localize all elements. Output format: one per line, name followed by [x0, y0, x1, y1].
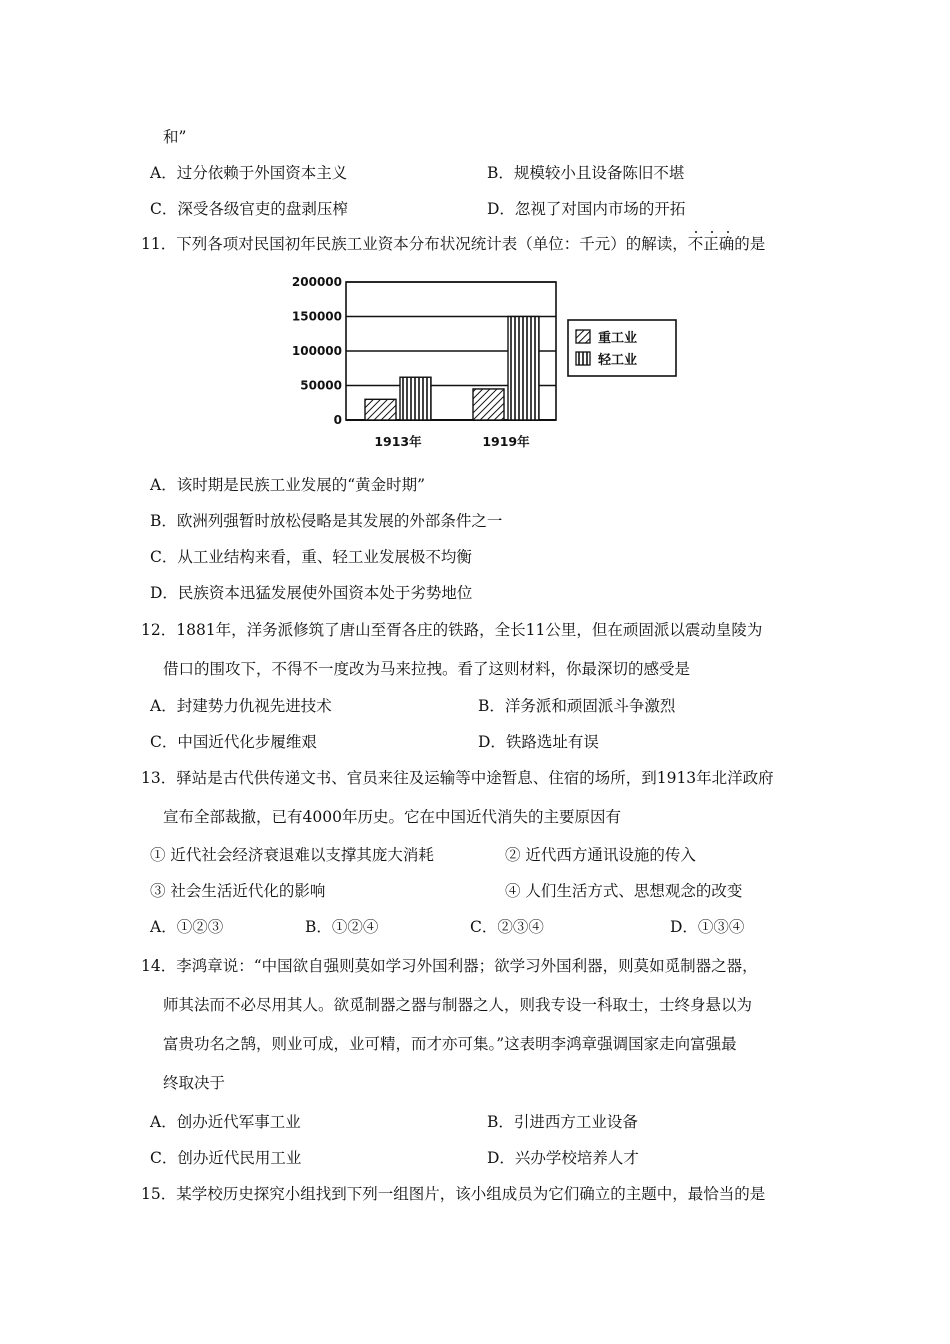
- legend-swatch: [576, 330, 590, 343]
- q13-option-b: B．①②④: [305, 918, 379, 936]
- q13-option-d: D．①③④: [670, 918, 745, 936]
- y-tick-label: 100000: [291, 344, 342, 358]
- q13-stem-line2: 宣布全部裁撤，已有4000年历史。它在中国近代消失的主要原因有: [163, 808, 621, 826]
- bar-light-0: [400, 377, 431, 420]
- q13-option-a: A．①②③: [150, 918, 224, 936]
- x-tick-label: 1913年: [374, 434, 422, 449]
- y-axis-tick-labels: [292, 275, 342, 427]
- y-tick-label: 200000: [291, 275, 342, 289]
- y-tick-label: 150000: [291, 309, 342, 324]
- q11-option-d: D．民族资本迅猛发展使外国资本处于劣势地位: [150, 584, 473, 602]
- chart-legend: [568, 320, 676, 376]
- x-axis-tick-labels: [374, 434, 530, 449]
- q12-option-a: A．封建势力仇视先进技术: [150, 697, 332, 715]
- bar-heavy-1: [473, 389, 504, 420]
- q11-option-b: B．欧洲列强暂时放松侵略是其发展的外部条件之一: [150, 512, 503, 530]
- q14-stem-line1: 14．李鸿章说：“中国欲自强则莫如学习外国利器；欲学习外国利器，则莫如觅制器之器，: [141, 957, 758, 975]
- q14-stem-line2: 师其法而不必尽用其人。欲觅制器之器与制器之人，则我专设一科取士，士终身悬以为: [163, 996, 753, 1014]
- bar-light-1: [508, 317, 539, 421]
- q14-stem-line3: 富贵功名之鹄，则业可成，业可精，而才亦可集。”这表明李鸿章强调国家走向富强最: [163, 1035, 737, 1053]
- y-tick-label: 0: [333, 413, 342, 427]
- q13-statement-4: ④ 人们生活方式、思想观念的改变: [505, 882, 743, 900]
- q10-stem-tail: 和”: [163, 128, 187, 146]
- q12-stem-line2: 借口的围攻下，不得不一度改为马来拉拽。看了这则材料，你最深切的感受是: [163, 660, 691, 678]
- q11-option-c: C．从工业结构来看，重、轻工业发展极不均衡: [150, 548, 472, 566]
- q14-stem-line4: 终取决于: [163, 1074, 226, 1092]
- legend-label: 轻工业: [598, 353, 638, 368]
- q10-option-d: D．忽视了对国内市场的开拓: [487, 200, 686, 218]
- q11-option-a: A．该时期是民族工业发展的“黄金时期”: [150, 476, 426, 494]
- q12-option-c: C．中国近代化步履维艰: [150, 733, 317, 751]
- q10-option-b: B．规模较小且设备陈旧不堪: [487, 164, 685, 182]
- q11-stem-emphasis: 不正确: [688, 235, 735, 253]
- q11-stem-post: 的是: [734, 235, 766, 253]
- q14-option-c: C．创办近代民用工业: [150, 1149, 302, 1167]
- q13-statement-1: ① 近代社会经济衰退难以支撑其庞大消耗: [150, 846, 434, 864]
- q13-statement-3: ③ 社会生活近代化的影响: [150, 882, 326, 900]
- q12-stem-line1: 12．1881年，洋务派修筑了唐山至胥各庄的铁路，全长11公里，但在顽固派以震动皇陵为: [141, 621, 763, 639]
- q14-option-d: D．兴办学校培养人才: [487, 1149, 639, 1167]
- q12-option-b: B．洋务派和顽固派斗争激烈: [478, 697, 676, 715]
- q11-stem-pre: 11．下列各项对民国初年民族工业资本分布状况统计表（单位：千元）的解读，: [141, 235, 688, 253]
- capital-distribution-chart: [290, 270, 690, 455]
- q15-stem: 15．某学校历史探究小组找到下列一组图片，该小组成员为它们确立的主题中，最恰当的是: [141, 1185, 766, 1203]
- legend-swatch: [576, 352, 590, 365]
- q10-option-a: A．过分依赖于外国资本主义: [150, 164, 348, 182]
- q13-stem-line1: 13．驿站是古代供传递文书、官员来往及运输等中途暂息、住宿的场所，到1913年北洋政府: [141, 769, 774, 787]
- chart-bars: [365, 317, 539, 421]
- q13-option-c: C．②③④: [470, 918, 544, 936]
- y-tick-label: 50000: [300, 378, 342, 393]
- q12-option-d: D．铁路选址有误: [478, 733, 599, 751]
- q14-option-a: A．创办近代军事工业: [150, 1113, 301, 1131]
- q10-option-c: C．深受各级官吏的盘剥压榨: [150, 200, 348, 218]
- bar-heavy-0: [365, 399, 396, 420]
- q13-statement-2: ② 近代西方通讯设施的传入: [505, 846, 696, 864]
- x-tick-label: 1919年: [482, 434, 530, 449]
- q14-option-b: B．引进西方工业设备: [487, 1113, 638, 1131]
- q11-stem: [141, 233, 765, 255]
- legend-label: 重工业: [598, 331, 638, 346]
